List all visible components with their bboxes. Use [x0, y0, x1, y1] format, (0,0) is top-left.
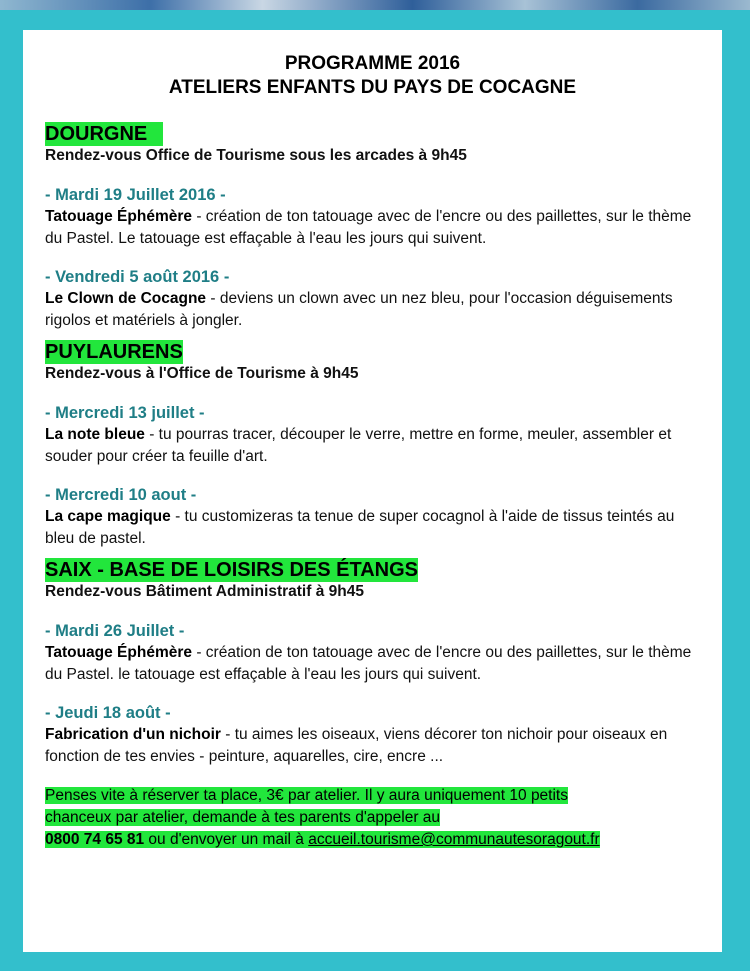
- section-heading: DOURGNE: [45, 122, 163, 146]
- event-activity: Tatouage Éphémère: [45, 644, 193, 661]
- event-description: [45, 206, 700, 250]
- event-details: - création de ton tatouage avec de l'encre ou des paillettes, sur le thème du Pastel. le tatouage est effaçable à l'eau les jours qui suivent.: [45, 644, 692, 683]
- meeting-info: Rendez-vous Bâtiment Administratif à 9h45: [45, 583, 364, 600]
- event-details: - deviens un clown avec un nez bleu, pour l'occasion déguisements rigolos et matériels à jongler.: [45, 290, 673, 329]
- title-line-1: PROGRAMME 2016: [284, 53, 461, 74]
- event-description: [45, 724, 700, 768]
- booking-line-3: [45, 831, 600, 848]
- section-saix: [45, 558, 700, 768]
- booking-line-1: Penses vite à réserver ta place, 3€ par atelier. Il y aura uniquement 10 petits: [45, 787, 568, 804]
- section-heading: PUYLAURENS: [45, 341, 183, 363]
- event-description: [45, 506, 700, 550]
- event-date: - Jeudi 18 août -: [45, 704, 171, 722]
- event-activity: La cape magique: [45, 508, 171, 525]
- event-date: - Mardi 26 Juillet -: [45, 622, 185, 640]
- section-dourgne: [45, 122, 700, 332]
- booking-mail-intro: ou d'envoyer un mail à: [144, 831, 309, 848]
- event-activity: Tatouage Éphémère: [45, 208, 193, 225]
- meeting-info: Rendez-vous Office de Tourisme sous les arcades à 9h45: [45, 147, 467, 164]
- phone-number: 0800 74 65 81: [45, 831, 145, 848]
- event-details: - création de ton tatouage avec de l'encre ou des paillettes, sur le thème du Pastel. Le tatouage est effaçable à l'eau les jours qui suivent.: [45, 208, 692, 247]
- event-activity: Fabrication d'un nichoir: [45, 726, 221, 743]
- email-link[interactable]: accueil.tourisme@communautesoragout.fr: [308, 831, 600, 848]
- event-activity: Le Clown de Cocagne: [45, 290, 207, 307]
- event-date: - Mardi 19 Juillet 2016 -: [45, 186, 226, 204]
- event-description: [45, 288, 700, 332]
- section-heading: SAIX - BASE DE LOISIRS DES ÉTANGS: [45, 559, 419, 581]
- title-line-2: ATELIERS ENFANTS DU PAYS DE COCAGNE: [168, 77, 577, 98]
- meeting-info: Rendez-vous à l'Office de Tourisme à 9h45: [45, 365, 359, 382]
- event-date: - Mercredi 13 juillet -: [45, 404, 205, 422]
- top-banner-image: [0, 0, 750, 10]
- event-activity: La note bleue: [45, 426, 145, 443]
- event-description: [45, 424, 700, 468]
- section-puylaurens: [45, 340, 700, 550]
- page-title: [45, 52, 700, 100]
- event-details: - tu customizeras ta tenue de super cocagnol à l'aide de tissus teintés au bleu de pastel.: [45, 508, 675, 547]
- booking-line-2: chanceux par atelier, demande à tes parents d'appeler au: [45, 809, 441, 826]
- event-details: - tu aimes les oiseaux, viens décorer ton nichoir pour oiseaux en fonction de tes envies - peinture, aquarelles, cire, encre ...: [45, 726, 668, 765]
- event-date: - Vendredi 5 août 2016 -: [45, 268, 230, 286]
- booking-info: [45, 785, 700, 851]
- event-date: - Mercredi 10 aout -: [45, 486, 197, 504]
- event-details: - tu pourras tracer, découper le verre, mettre en forme, meuler, assembler et souder pour créer ta feuille d'art.: [45, 426, 672, 465]
- event-description: [45, 642, 700, 686]
- programme-panel: [23, 30, 722, 952]
